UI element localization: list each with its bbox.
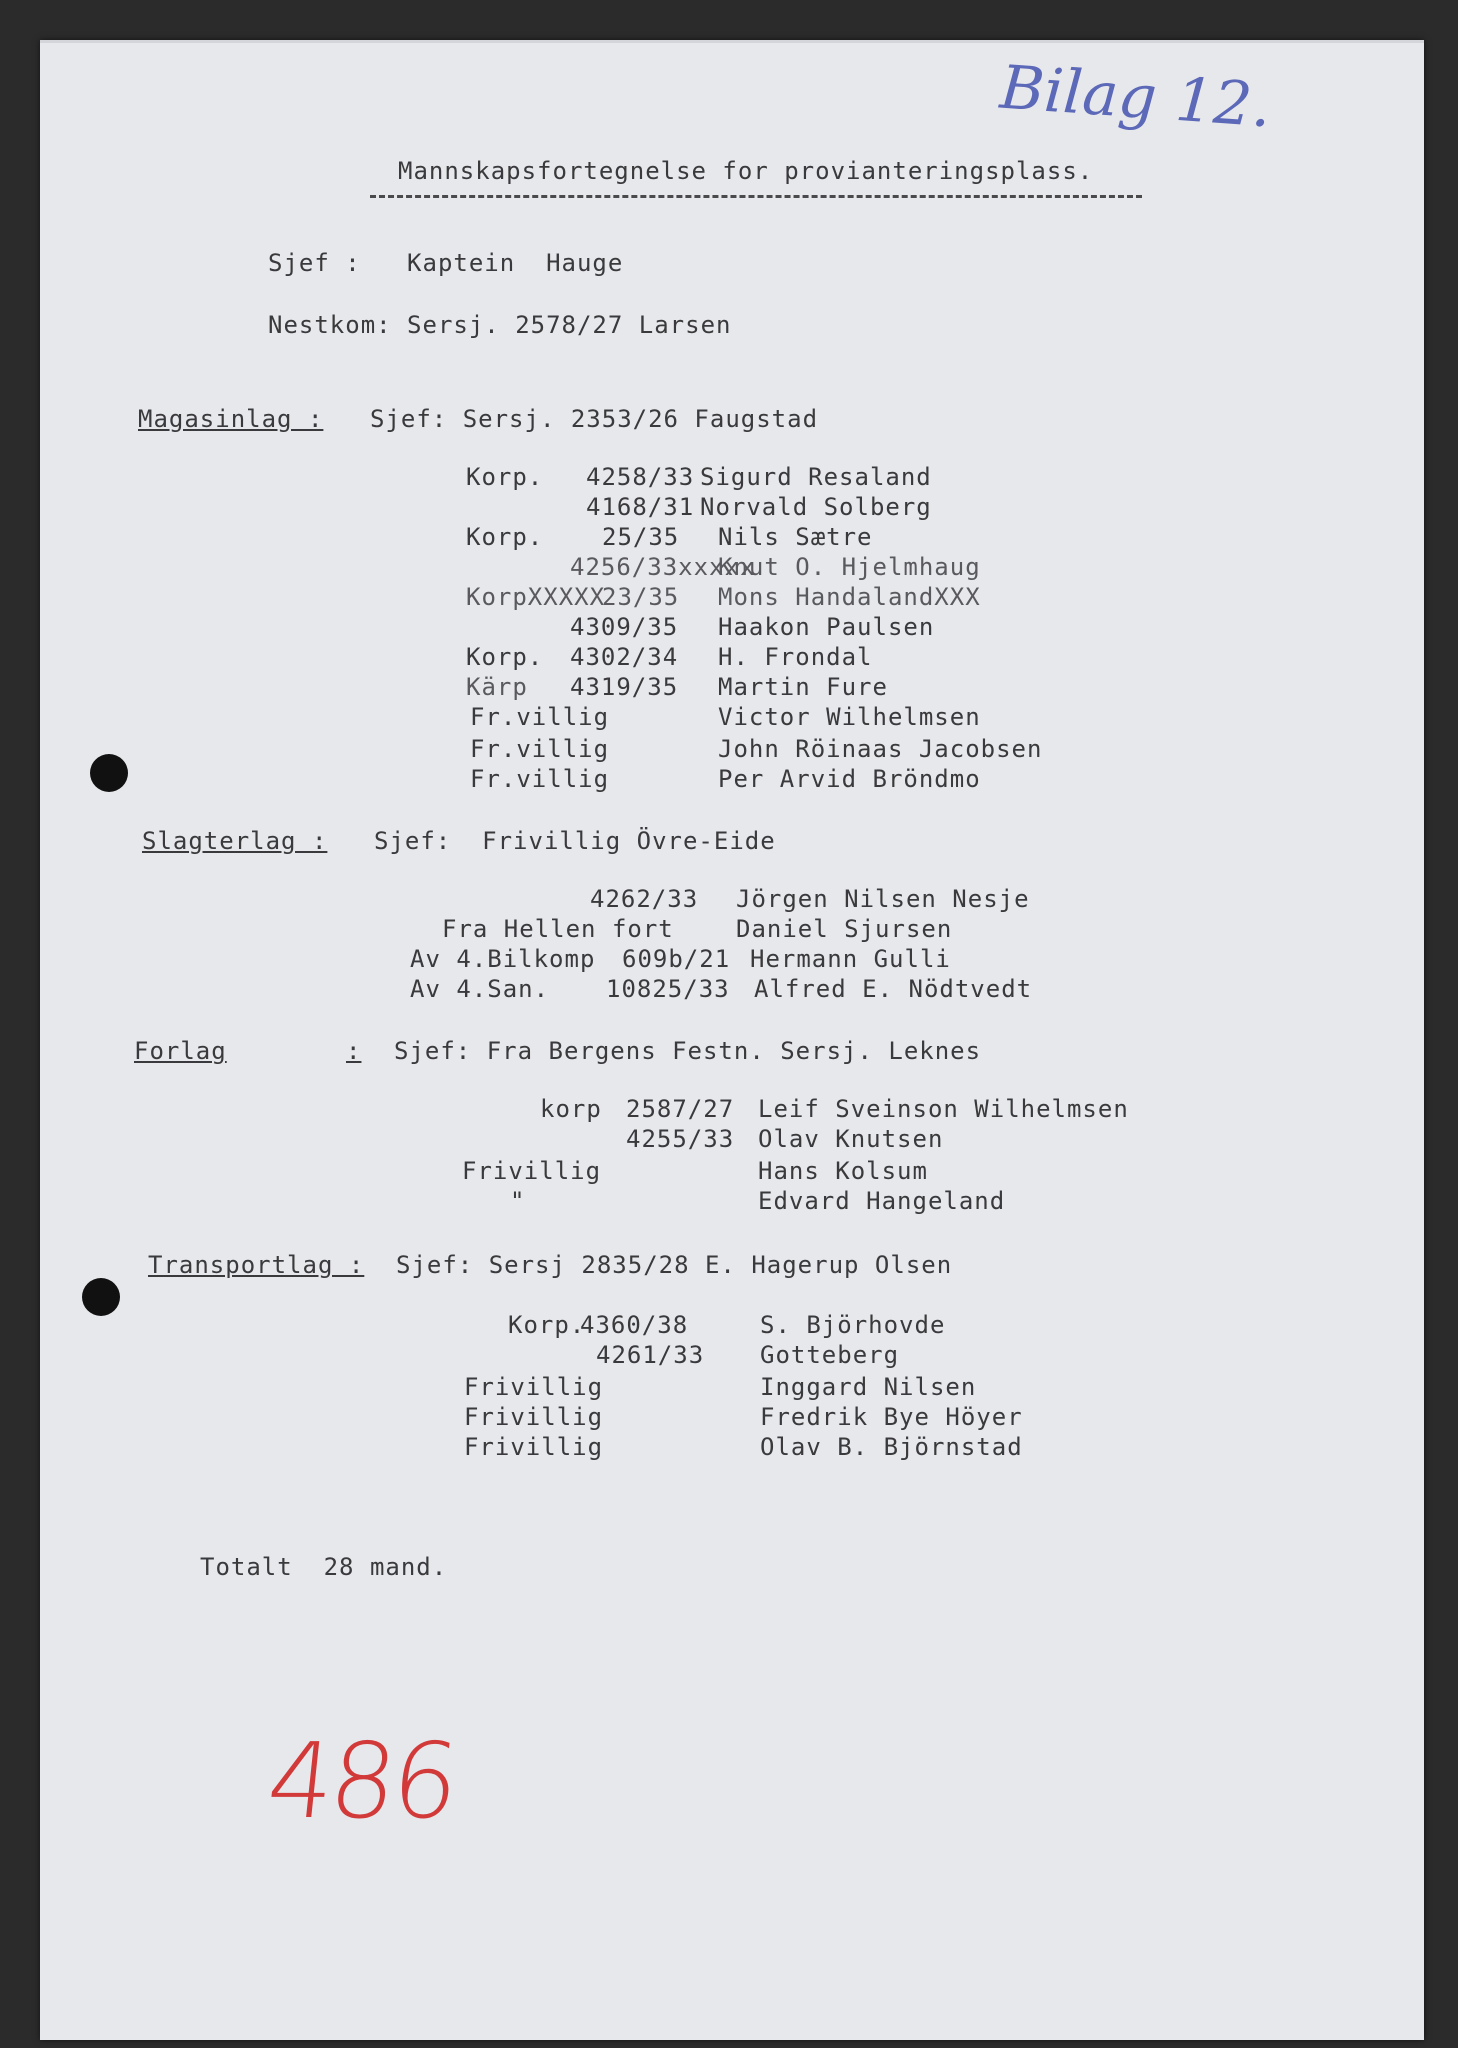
roster-rank: Korp. [466,643,544,671]
section-label-transportlag: Transportlag : [148,1251,365,1279]
roster-name-struck: Knut O. Hjelmhaug [718,553,981,581]
title-dashed-rule [370,195,1142,198]
section-label-forlag-colon: : [346,1037,362,1065]
roster-name: Olav Knutsen [758,1125,944,1153]
roster-name: H. Frondal [718,643,873,671]
roster-rank: Korp. [466,523,544,551]
punch-hole [82,1278,120,1316]
roster-name: Daniel Sjursen [736,915,953,943]
roster-name: Victor Wilhelmsen [718,703,981,731]
roster-rank: Korp. [508,1311,586,1339]
roster-name: Fredrik Bye Höyer [760,1403,1023,1431]
roster-rank: Fra Hellen fort [442,915,674,943]
roster-number: 4309/35 [570,613,679,641]
roster-number: 4168/31 [586,493,695,521]
roster-rank: " [510,1187,526,1215]
document-title: Mannskapsfortegnelse for provianteringsplass. [398,157,1094,185]
roster-name: Hermann Gulli [750,945,951,973]
roster-number: 4261/33 [596,1341,705,1369]
roster-rank-struck: KorpXXXXX [466,583,606,611]
roster-rank: Av 4.Bilkomp [410,945,596,973]
roster-name: Inggard Nilsen [760,1373,977,1401]
roster-name: Martin Fure [718,673,888,701]
roster-number: 25/35 [602,523,680,551]
roster-number: 4360/38 [580,1311,689,1339]
roster-rank: Korp. [466,463,544,491]
roster-number: 4262/33 [590,885,699,913]
roster-number-struck: 4256/33xxxxx [570,553,756,581]
section-chief-transportlag: Sjef: Sersj 2835/28 E. Hagerup Olsen [396,1251,953,1279]
roster-rank-struck: Kärp [466,673,528,701]
roster-rank: Frivillig [464,1433,604,1461]
roster-name: Nils Sætre [718,523,873,551]
section-chief-slagterlag: Sjef: Frivillig Övre-Eide [374,827,776,855]
roster-rank: Frivillig [464,1403,604,1431]
deputy-line: Nestkom: Sersj. 2578/27 Larsen [268,311,732,339]
section-label-magasinlag: Magasinlag : [138,405,324,433]
roster-name-struck: Mons HandalandXXX [718,583,981,611]
roster-rank: Fr.villig [470,765,610,793]
roster-rank: Frivillig [464,1373,604,1401]
roster-name: Alfred E. Nödtvedt [754,975,1033,1003]
roster-name: Sigurd Resaland [700,463,932,491]
roster-rank: Av 4.San. [410,975,550,1003]
roster-number-struck: 23/35 [602,583,680,611]
roster-name: Norvald Solberg [700,493,932,521]
roster-name: Haakon Paulsen [718,613,935,641]
total-line: Totalt 28 mand. [200,1553,448,1581]
roster-name: Leif Sveinson Wilhelmsen [758,1095,1129,1123]
roster-number: 609b/21 [622,945,731,973]
roster-number: 10825/33 [606,975,730,1003]
roster-rank: Fr.villig [470,735,610,763]
page-edge [40,40,1424,43]
roster-number: 4255/33 [626,1125,735,1153]
chief-line: Sjef : Kaptein Hauge [268,249,624,277]
roster-number: 4302/34 [570,643,679,671]
section-chief-magasinlag: Sjef: Sersj. 2353/26 Faugstad [370,405,819,433]
roster-name: John Röinaas Jacobsen [718,735,1043,763]
section-label-forlag-text: Forlag [134,1037,227,1065]
roster-rank: Frivillig [462,1157,602,1185]
section-label-forlag [134,1036,364,1066]
roster-name: Edvard Hangeland [758,1187,1006,1215]
punch-hole [90,754,128,792]
handwritten-beleg-note: Bilag 12. [997,52,1274,142]
roster-rank: Fr.villig [470,703,610,731]
roster-number: 4258/33 [586,463,695,491]
section-label-slagterlag: Slagterlag : [142,827,328,855]
roster-number: 4319/35 [570,673,679,701]
handwritten-page-number: 486 [261,1720,461,1842]
roster-name: Jörgen Nilsen Nesje [736,885,1030,913]
roster-name: Per Arvid Bröndmo [718,765,981,793]
roster-name: Hans Kolsum [758,1157,928,1185]
roster-rank: korp [540,1095,602,1123]
section-chief-forlag: Sjef: Fra Bergens Festn. Sersj. Leknes [394,1037,982,1065]
roster-number: 2587/27 [626,1095,735,1123]
roster-name: Olav B. Björnstad [760,1433,1023,1461]
roster-name: Gotteberg [760,1341,900,1369]
roster-name: S. Björhovde [760,1311,946,1339]
